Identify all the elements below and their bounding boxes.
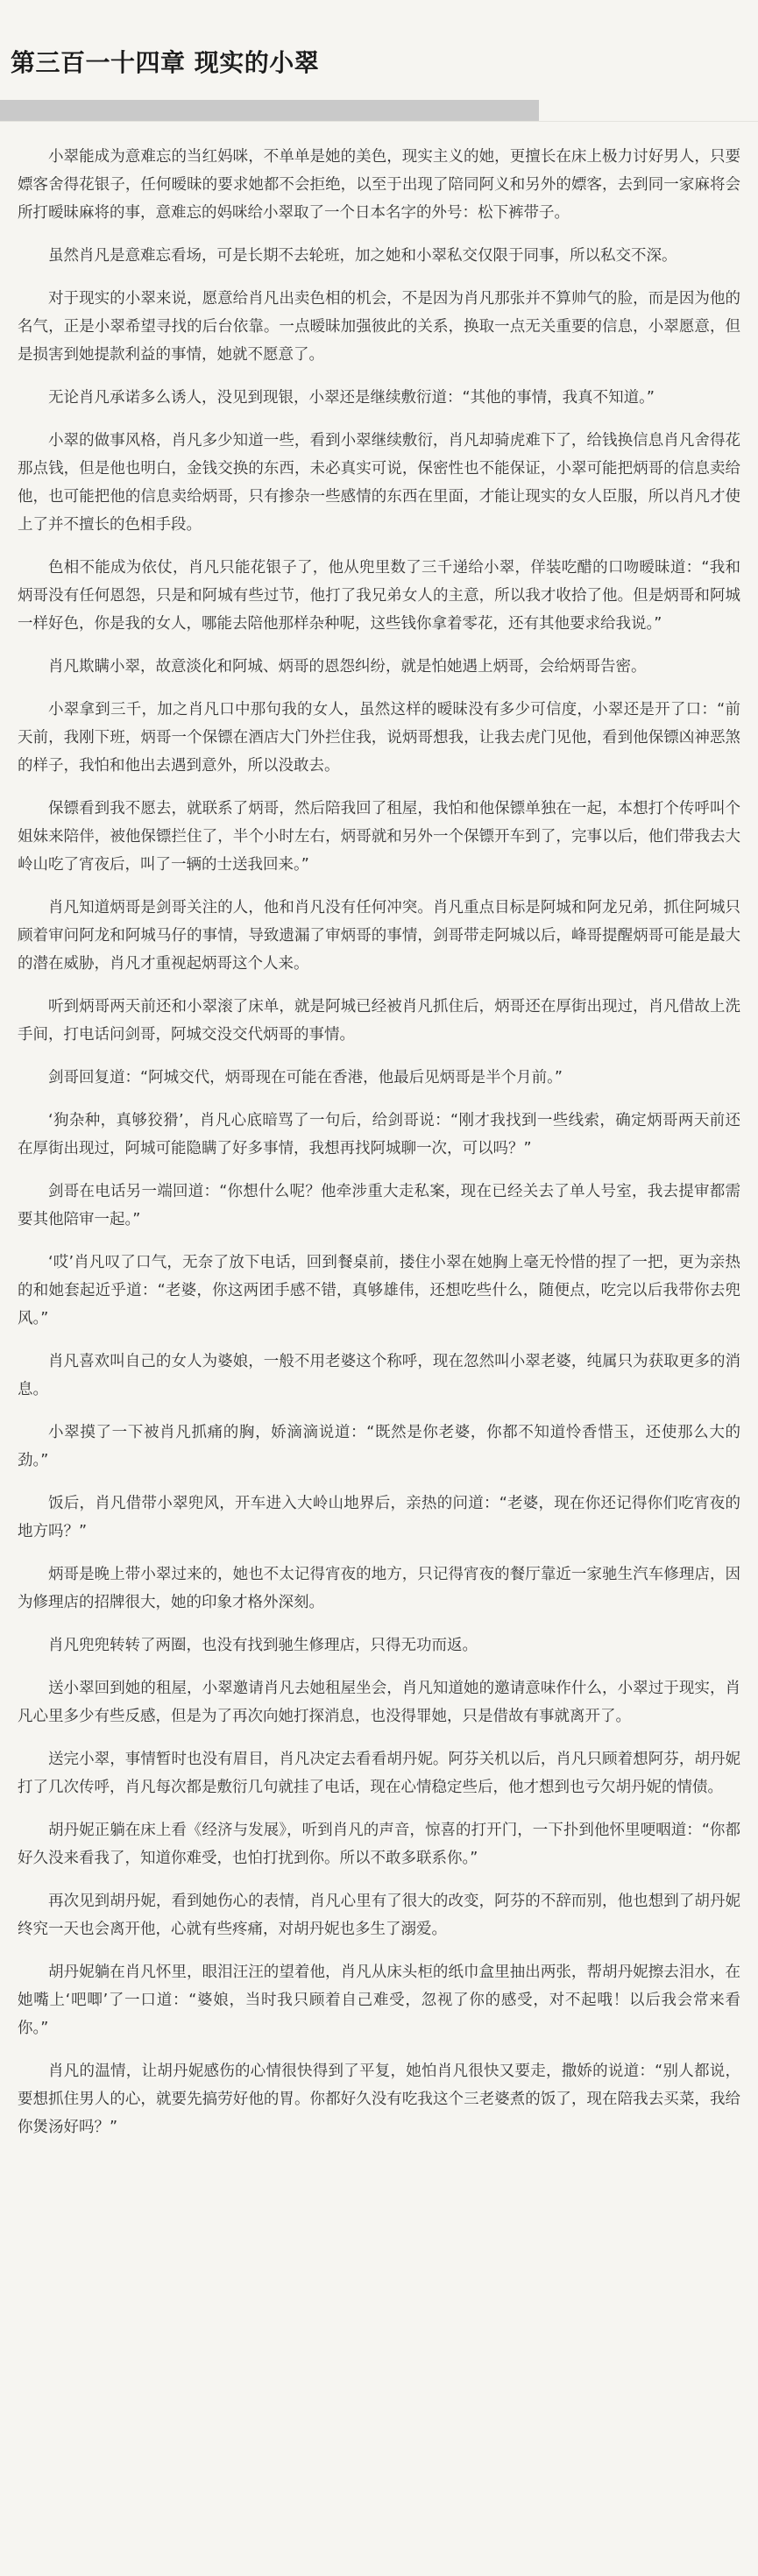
paragraph: 送小翠回到她的租屋，小翠邀请肖凡去她租屋坐会，肖凡知道她的邀请意味作什么，小翠过于现实，肖凡心里多少有些反感，但是为了再次向她打探消息，也没得罪她，只是借故有事就离开了。 <box>18 1680 740 1725</box>
paragraph: ‘哎’肖凡叹了口气，无奈了放下电话，回到餐桌前，搂住小翠在她胸上毫无怜惜的捏了一把，更为亲热的和她套起近乎道：“老婆，你这两团手感不错，真够雄伟，还想吃些什么，随便点，吃完以后我带你去兜风。” <box>18 1254 740 1327</box>
paragraph: 对于现实的小翠来说，愿意给肖凡出卖色相的机会，不是因为肖凡那张并不算帅气的脸，而是因为他的名气，正是小翠希望寻找的后台依靠。一点暧昧加强彼此的关系，换取一点无关重要的信息，小翠愿意，但是损害到她提款利益的事情，她就不愿意了。 <box>18 290 740 364</box>
paragraph: 小翠拿到三千，加之肖凡口中那句我的女人，虽然这样的暧昧没有多少可信度，小翠还是开了口：“前天前，我刚下班，炳哥一个保镖在酒店大门外拦住我，说炳哥想我，让我去虎门见他，看到他保镖凶神恶煞的样子，我怕和他出去遇到意外，所以没敢去。 <box>18 701 740 775</box>
paragraph: 小翠能成为意难忘的当红妈咪，不单单是她的美色，现实主义的她，更擅长在床上极力讨好男人，只要嫖客舍得花银子，任何暧昧的要求她都不会拒绝，以至于出现了陪同阿义和另外的嫖客，去到同一家麻将会所打暧昧麻将的事，意难忘的妈咪给小翠取了一个日本名字的外号：松下裤带子。 <box>18 148 740 222</box>
paragraph: ‘狗杂种，真够狡猾’，肖凡心底暗骂了一句后，给剑哥说：“刚才我找到一些线索，确定炳哥两天前还在厚街出现过，阿城可能隐瞒了好多事情，我想再找阿城聊一次，可以吗？” <box>18 1112 740 1157</box>
paragraph: 剑哥在电话另一端回道：“你想什么呢？他牵涉重大走私案，现在已经关去了单人号室，我去提审都需要其他陪审一起。” <box>18 1183 740 1228</box>
paragraph: 小翠摸了一下被肖凡抓痛的胸，娇滴滴说道：“既然是你老婆，你都不知道怜香惜玉，还使那么大的劲。” <box>18 1424 740 1469</box>
paragraph: 肖凡知道炳哥是剑哥关注的人，他和肖凡没有任何冲突。肖凡重点目标是阿城和阿龙兄弟，抓住阿城只顾着审问阿龙和阿城马仔的事情，导致遗漏了审炳哥的事情，剑哥带走阿城以后，峰哥提醒炳哥可能是最大的潜在威胁，肖凡才重视起炳哥这个人来。 <box>18 899 740 973</box>
paragraph: 炳哥是晚上带小翠过来的，她也不太记得宵夜的地方，只记得宵夜的餐厅靠近一家驰生汽车修理店，因为修理店的招牌很大，她的印象才格外深刻。 <box>18 1566 740 1611</box>
paragraph: 色相不能成为依仗，肖凡只能花银子了，他从兜里数了三千递给小翠，佯装吃醋的口吻暧昧道：“我和炳哥没有任何恩怨，只是和阿城有些过节，他打了我兄弟女人的主意，所以我才收拾了他。但是炳哥和阿城一样好色，你是我的女人，哪能去陪他那样杂种呢，这些钱你拿着零花，还有其他要求给我说。” <box>18 559 740 633</box>
chapter-title: 第三百一十四章 现实的小翠 <box>11 48 320 77</box>
paragraph: 小翠的做事风格，肖凡多少知道一些，看到小翠继续敷衍，肖凡却骑虎难下了，给钱换信息肖凡舍得花那点钱，但是他也明白，金钱交换的东西，未必真实可说，保密性也不能保证，小翠可能把炳哥的信息卖给他，也可能把他的信息卖给炳哥，只有掺杂一些感情的东西在里面，才能让现实的女人臣服，所以肖凡才使上了并不擅长的色相手段。 <box>18 432 740 534</box>
paragraph: 胡丹妮正躺在床上看《经济与发展》，听到肖凡的声音，惊喜的打开门，一下扑到他怀里哽咽道：“你都好久没来看我了，知道你难受，也怕打扰到你。所以不敢多联系你。” <box>18 1822 740 1867</box>
paragraph: 饭后，肖凡借带小翠兜风，开车进入大岭山地界后，亲热的问道：“老婆，现在你还记得你们吃宵夜的地方吗？” <box>18 1495 740 1540</box>
paragraph: 肖凡欺瞒小翠，故意淡化和阿城、炳哥的恩怨纠纷，就是怕她遇上炳哥，会给炳哥告密。 <box>48 658 647 676</box>
chapter-content <box>0 122 758 2141</box>
paragraph: 再次见到胡丹妮，看到她伤心的表情，肖凡心里有了很大的改变，阿芬的不辞而别，他也想到了胡丹妮终究一天也会离开他，心就有些疼痛，对胡丹妮也多生了溺爱。 <box>18 1893 740 1938</box>
paragraph: 虽然肖凡是意难忘看场，可是长期不去轮班，加之她和小翠私交仅限于同事，所以私交不深。 <box>48 247 677 265</box>
paragraph: 听到炳哥两天前还和小翠滚了床单，就是阿城已经被肖凡抓住后，炳哥还在厚街出现过，肖凡借故上洗手间，打电话问剑哥，阿城交没交代炳哥的事情。 <box>18 998 740 1044</box>
paragraph: 送完小翠，事情暂时也没有眉目，肖凡决定去看看胡丹妮。阿芬关机以后，肖凡只顾着想阿芬，胡丹妮打了几次传呼，肖凡每次都是敷衍几句就挂了电话，现在心情稳定些后，他才想到也亏欠胡丹妮的情债。 <box>18 1751 740 1796</box>
paragraph: 无论肖凡承诺多么诱人，没见到现银，小翠还是继续敷衍道：“其他的事情，我真不知道。” <box>48 389 655 407</box>
paragraph: 肖凡的温情，让胡丹妮感伤的心情很快得到了平复，她怕肖凡很快又要走，撒娇的说道：“别人都说，要想抓住男人的心，就要先搞劳好他的胃。你都好久没有吃我这个三老婆煮的饭了，现在陪我去买菜，我给你煲汤好吗？” <box>18 2063 740 2136</box>
paragraph: 肖凡喜欢叫自己的女人为婆娘，一般不用老婆这个称呼，现在忽然叫小翠老婆，纯属只为获取更多的消息。 <box>18 1353 740 1398</box>
title-underline-bar <box>0 100 539 121</box>
paragraph: 剑哥回复道：“阿城交代，炳哥现在可能在香港，他最后见炳哥是半个月前。” <box>48 1069 563 1086</box>
paragraph: 胡丹妮躺在肖凡怀里，眼泪汪汪的望着他，肖凡从床头柜的纸巾盒里抽出两张，帮胡丹妮擦去泪水，在她嘴上‘吧唧’了一口道：“婆娘，当时我只顾着自己难受，忽视了你的感受，对不起哦！以后我会常来看你。” <box>18 1964 740 2037</box>
paragraph: 肖凡兜兜转转了两圈，也没有找到驰生修理店，只得无功而返。 <box>48 1637 478 1654</box>
paragraph: 保镖看到我不愿去，就联系了炳哥，然后陪我回了租屋，我怕和他保镖单独在一起，本想打个传呼叫个姐妹来陪伴，被他保镖拦住了，半个小时左右，炳哥就和另外一个保镖开车到了，完事以后，他们带我去大岭山吃了宵夜后，叫了一辆的士送我回来。” <box>18 800 740 874</box>
